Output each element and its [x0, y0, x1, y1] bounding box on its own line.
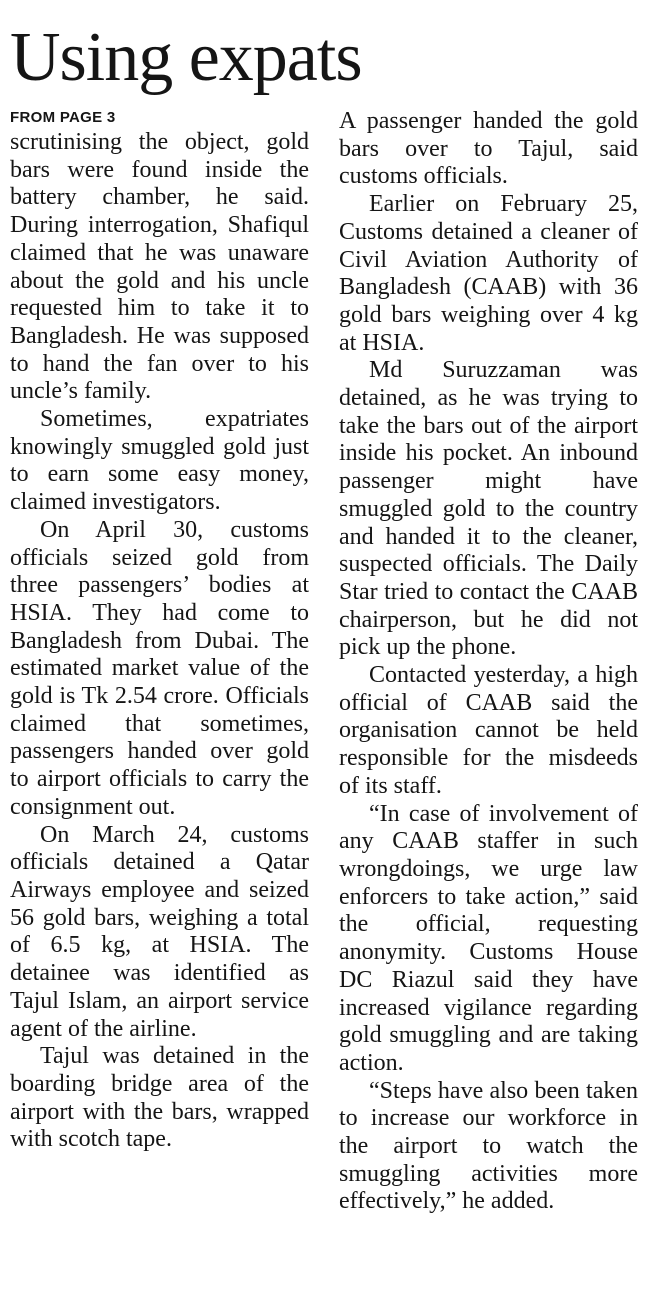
paragraph: A passenger handed the gold bars over to Tajul, said customs officials. — [339, 108, 638, 190]
headline: Using expats — [10, 19, 362, 96]
paragraph: scrutinising the object, gold bars were found inside the battery chamber, he said. During interrogation, Shafiqul claimed that he was unaware about the gold and his uncle requested him to take it to Bangladesh. He was supposed to hand the fan over to his uncle’s family. — [10, 129, 309, 405]
paragraph: Contacted yesterday, a high official of CAAB said the organisation cannot be held responsible for the misdeeds of its staff. — [339, 662, 638, 799]
paragraph: On April 30, customs officials seized gold from three passengers’ bodies at HSIA. They had come to Bangladesh from Dubai. The estimated market value of the gold is Tk 2.54 crore. Officials claimed that sometimes, passengers handed over gold to airport officials to carry the consignment out. — [10, 516, 309, 820]
continued-from-kicker: FROM PAGE 3 — [10, 109, 116, 126]
paragraph: Sometimes, expatriates knowingly smuggled gold just to earn some easy money, claimed investigators. — [10, 406, 309, 516]
paragraph: “Steps have also been taken to increase our workforce in the airport to watch the smuggling activities more effectively,” he added. — [339, 1077, 638, 1215]
paragraph: Tajul was detained in the boarding bridge area of the airport with the bars, wrapped with scotch tape. — [10, 1043, 309, 1153]
paragraph: Earlier on February 25, Customs detained a cleaner of Civil Aviation Authority of Bangladesh (CAAB) with 36 gold bars weighing over 4 kg at HSIA. — [339, 191, 638, 356]
paragraph: “In case of involvement of any CAAB staffer in such wrongdoings, we urge law enforcers to take action,” said the official, requesting anonymity. Customs House DC Riazul said they have increased vigilance regarding gold smuggling and are taking action. — [339, 800, 638, 1076]
left-column — [10, 108, 309, 1154]
paragraph: Md Suruzzaman was detained, as he was trying to take the bars out of the airport inside his pocket. An inbound passenger might have smuggled gold to the country and handed it to the cleaner, suspected officials. The Daily Star tried to contact the CAAB chairperson, but he did not pick up the phone. — [339, 357, 638, 661]
right-column — [339, 108, 638, 1216]
paragraph: On March 24, customs officials detained a Qatar Airways employee and seized 56 gold bars, weighing a total of 6.5 kg, at HSIA. The detainee was identified as Tajul Islam, an airport service agent of the airline. — [10, 821, 309, 1042]
